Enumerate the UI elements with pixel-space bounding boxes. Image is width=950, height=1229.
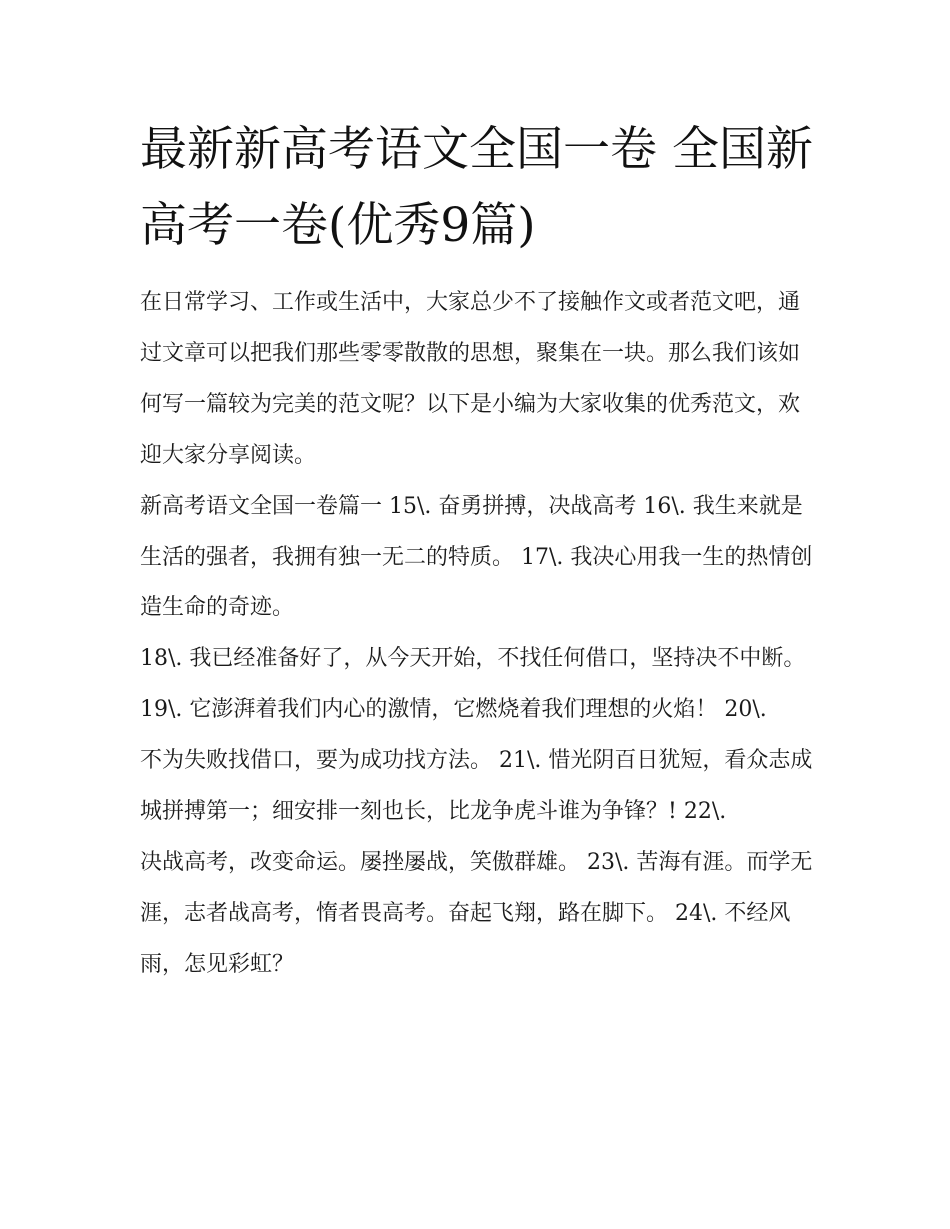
paragraph-3: 不为失败找借口，要为成功找方法。 21\. 惜光阴百日犹短，看众志成城拼搏第一；细安排一刻也长，比龙争虎斗谁为争锋？! 22\. [140,748,813,825]
document-body [140,278,820,991]
paragraph-intro: 在日常学习、工作或生活中，大家总少不了接触作文或者范文吧，通过文章可以把我们那些零零散散的思想，聚集在一块。那么我们该如何写一篇较为完美的范文呢？以下是小编为大家收集的优秀范文，欢迎大家分享阅读。 [140,290,801,468]
paragraph-2: 18\. 我已经准备好了，从今天开始，不找任何借口，坚持决不中断。 19\. 它澎湃着我们内心的激情，它燃烧着我们理想的火焰！ 20\. [140,646,806,723]
paragraph-1: 新高考语文全国一卷篇一 15\. 奋勇拼搏，决战高考 16\. 我生来就是生活的强者，我拥有独一无二的特质。 17\. 我决心用我一生的热情创造生命的奇迹。 [140,493,813,621]
document-title: 最新新高考语文全国一卷 全国新高考一卷(优秀9篇) [140,122,813,253]
paragraph-4: 决战高考，改变命运。屡挫屡战，笑傲群雄。 23\. 苦海有涯。而学无涯，志者战高考，惰者畏高考。奋起飞翔，路在脚下。 24\. 不经风雨，怎见彩虹？ [140,849,813,977]
